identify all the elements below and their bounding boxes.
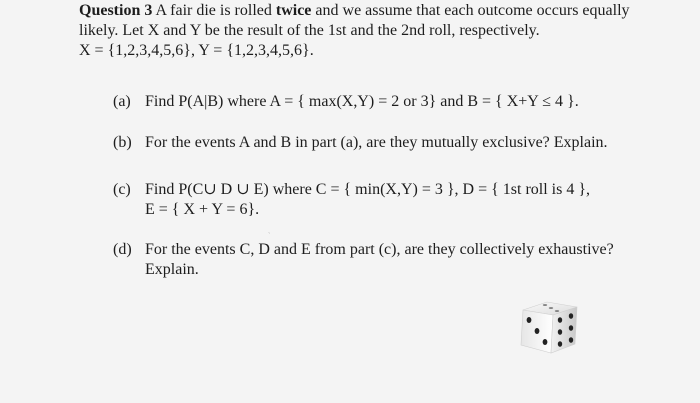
part-d-text: For the events C, D and E from part (c), are they collectively exhaustive? <box>145 241 614 258</box>
stray-mark: ˴ <box>268 228 271 236</box>
part-b-tag: (b) <box>113 134 132 151</box>
part-a-tag: (a) <box>113 93 131 110</box>
question-intro <box>79 1 689 61</box>
part-d-text-2: Explain. <box>145 261 199 278</box>
intro-line-2: likely. Let X and Y be the result of the 1st and the 2nd roll, respectively. <box>79 22 540 39</box>
question-label: Question 3 <box>79 2 153 19</box>
part-a <box>113 92 579 112</box>
part-c-text: Find P(C∪ D ∪ E) where C = { min(X,Y) = 3 }, D = { 1st roll is 4 }, <box>145 181 591 198</box>
intro-bold-twice: twice <box>275 2 312 19</box>
part-c-text-2: E = { X + Y = 6}. <box>145 201 260 218</box>
intro-line-1 <box>79 1 689 21</box>
part-a-text: Find P(A|B) where A = { max(X,Y) = 2 or 3} and B = { X+Y ≤ 4 }. <box>145 93 579 110</box>
part-d <box>113 240 614 280</box>
intro-text-b: and we assume that each outcome occurs equally <box>311 2 630 19</box>
die-image <box>515 296 585 358</box>
part-b-text: For the events A and B in part (a), are they mutually exclusive? Explain. <box>145 134 608 151</box>
part-b <box>113 133 608 153</box>
part-d-tag: (d) <box>113 241 132 258</box>
part-c <box>113 180 590 220</box>
intro-text-a: A fair die is rolled <box>152 2 276 19</box>
part-c-tag: (c) <box>113 181 131 198</box>
intro-line-3: X = {1,2,3,4,5,6}, Y = {1,2,3,4,5,6}. <box>79 42 314 59</box>
